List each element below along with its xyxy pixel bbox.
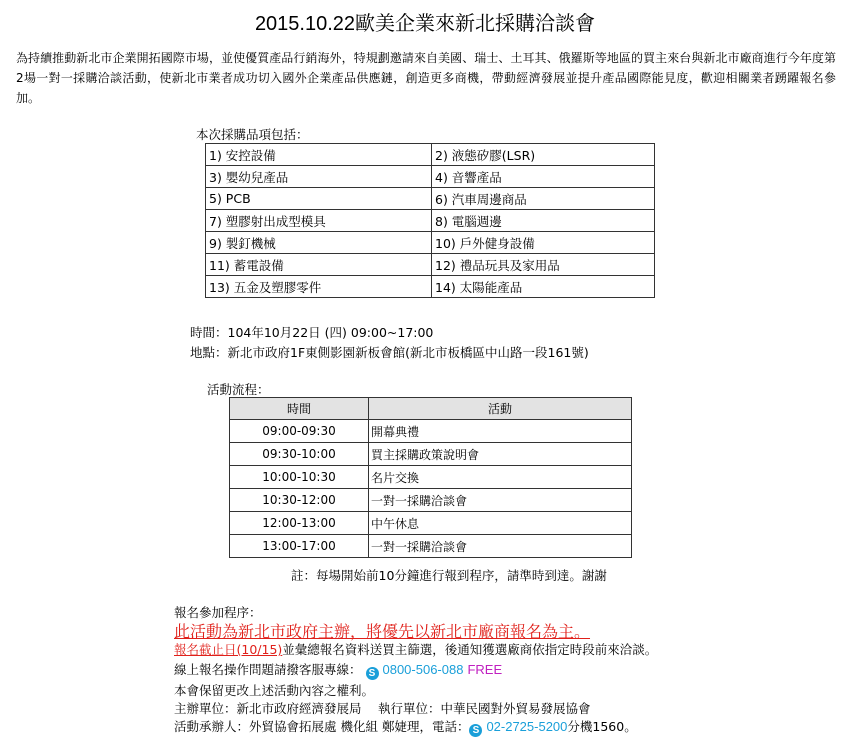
- schedule-activity: 一對一採購洽談會: [369, 535, 632, 558]
- page-title: 2015.10.22歐美企業來新北採購洽談會: [254, 13, 596, 35]
- registration-heading: 報名參加程序：: [174, 605, 262, 620]
- item-cell: 12) 禮品玩具及家用品: [432, 254, 655, 276]
- items-heading: 本次採購品項包括：: [196, 127, 309, 142]
- schedule-time: 12:00-13:00: [230, 512, 369, 535]
- item-cell: 6) 汽車周邊商品: [432, 188, 655, 210]
- schedule-time: 10:00-10:30: [230, 466, 369, 489]
- schedule-activity: 名片交換: [369, 466, 632, 489]
- registration-deadline: [174, 640, 657, 658]
- items-row: [206, 210, 655, 232]
- schedule-heading: 活動流程：: [207, 382, 270, 397]
- item-cell: 4) 音響產品: [432, 166, 655, 188]
- deadline-details: 並彙總報名資料送買主篩選，後通知獲選廠商依指定時段前來洽談。: [282, 642, 658, 657]
- deadline-date: 報名截止日(10/15): [174, 642, 283, 657]
- schedule-row: [230, 420, 632, 443]
- schedule-time: 09:00-09:30: [230, 420, 369, 443]
- items-row: [206, 254, 655, 276]
- item-cell: 7) 塑膠射出成型模具: [206, 210, 432, 232]
- schedule-activity: 買主採購政策說明會: [369, 443, 632, 466]
- schedule-header-time: 時間: [230, 398, 369, 420]
- schedule-activity: 開幕典禮: [369, 420, 632, 443]
- event-location: 地點：新北市政府1F東側影園新板會館(新北市板橋區中山路一段161號): [190, 345, 589, 360]
- items-row: [206, 276, 655, 298]
- schedule-row: [230, 466, 632, 489]
- schedule-row: [230, 512, 632, 535]
- item-cell: 5) PCB: [206, 188, 432, 210]
- item-cell: 3) 嬰幼兒產品: [206, 166, 432, 188]
- hotline-line: [174, 660, 502, 680]
- items-row: [206, 166, 655, 188]
- checkin-note: 註：每場開始前10分鐘進行報到程序，請準時到達。謝謝: [291, 568, 607, 583]
- organizers: 主辦單位：新北市政府經濟發展局 執行單位：中華民國對外貿易發展協會: [174, 701, 591, 716]
- schedule-time: 13:00-17:00: [230, 535, 369, 558]
- registration-priority-notice: 此活動為新北市政府主辦，將優先以新北市廠商報名為主。: [174, 622, 591, 641]
- item-cell: 13) 五金及塑膠零件: [206, 276, 432, 298]
- rights-notice: 本會保留更改上述活動內容之權利。: [174, 683, 375, 698]
- contact-line: [174, 717, 637, 737]
- item-cell: 8) 電腦週邊: [432, 210, 655, 232]
- schedule-row: [230, 443, 632, 466]
- contact-phone[interactable]: 02-2725-5200: [486, 719, 568, 734]
- schedule-time: 10:30-12:00: [230, 489, 369, 512]
- item-cell: 10) 戶外健身設備: [432, 232, 655, 254]
- schedule-header-row: [230, 398, 632, 420]
- intro-paragraph: 為持續推動新北市企業開拓國際市場，並使優質產品行銷海外，特規劃邀請來自美國、瑞士、土耳其、俄羅斯等地區的買主來台與新北市廠商進行今年度第2場一對一採購洽談活動，使新北市業者成功切入國外企業產品供應鏈，創造更多商機，帶動經濟發展並提升產品國際能見度，歡迎相關業者踴躍報名參加。: [16, 51, 836, 105]
- item-cell: 1) 安控設備: [206, 144, 432, 166]
- items-row: [206, 144, 655, 166]
- event-time: 時間：104年10月22日 (四) 09:00~17:00: [190, 325, 434, 340]
- schedule-row: [230, 489, 632, 512]
- skype-icon: S: [469, 724, 482, 737]
- contact-label: 活動承辦人：外貿協會拓展處 機化組 鄭婕理，電話：: [174, 719, 470, 734]
- schedule-row: [230, 535, 632, 558]
- skype-icon: S: [366, 667, 379, 680]
- hotline-free-badge: FREE: [467, 662, 503, 677]
- hotline-number[interactable]: 0800-506-088: [382, 662, 464, 677]
- item-cell: 9) 製釘機械: [206, 232, 432, 254]
- schedule-activity: 中午休息: [369, 512, 632, 535]
- schedule-time: 09:30-10:00: [230, 443, 369, 466]
- items-table: [205, 143, 655, 298]
- item-cell: 2) 液態矽膠(LSR): [432, 144, 655, 166]
- schedule-header-activity: 活動: [369, 398, 632, 420]
- item-cell: 14) 太陽能產品: [432, 276, 655, 298]
- contact-extension: 分機1560。: [567, 719, 637, 734]
- items-row: [206, 232, 655, 254]
- item-cell: 11) 蓄電設備: [206, 254, 432, 276]
- hotline-label: 線上報名操作問題請撥客服專線：: [174, 662, 362, 677]
- items-row: [206, 188, 655, 210]
- schedule-activity: 一對一採購洽談會: [369, 489, 632, 512]
- schedule-table: [229, 397, 632, 558]
